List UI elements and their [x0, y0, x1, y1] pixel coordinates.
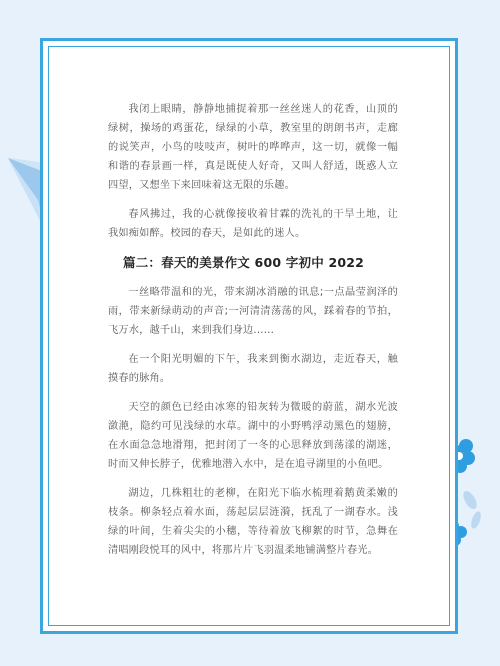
- section-title: 篇二：春天的美景作文 600 字初中 2022: [123, 255, 365, 270]
- article-body: [108, 100, 398, 570]
- paragraph: 一丝略带温和的光，带来湖冰消融的讯息;一点晶莹润泽的雨，带来新绿萌动的声音;一河清清荡荡的风，踩着春的节拍，飞万水，越千山，来到我们身边......: [108, 287, 398, 336]
- leaf-decoration: [461, 489, 483, 530]
- paragraph: 在一个阳光明媚的下午，我来到衡水湖边，走近春天，触摸春的脉角。: [108, 354, 398, 384]
- paragraph: 天空的颜色已经由冰寒的铅灰转为微暖的蔚蓝，湖水光波潋滟，隐约可见浅绿的水草。湖中的小野鸭浮动黑色的翅膀，在水面急急地滑翔，把封闭了一冬的心思释放到荡漾的湖迷，时而又伸长脖子，优雅地潜入水中，是在追寻湖里的小鱼吧。: [108, 402, 398, 470]
- paragraph: 我闭上眼睛，静静地捕捉着那一丝丝迷人的花香，山顶的绿树，操场的鸡蛋花，绿绿的小草，教室里的朗朗书声，走廊的说笑声，小鸟的吱吱声，树叶的哗哗声，这一切，就像一幅和谐的春景画一样，真是既使人好奇，又叫人舒适，既惑人立四望，又想坐下来回味着这无限的乐趣。: [108, 104, 398, 191]
- paragraph: 春风拂过，我的心就像接收着甘霖的洗礼的干旱土地，让我如痴如醉。校园的春天，是如此的迷人。: [108, 209, 398, 239]
- paragraph: 湖边，几株粗壮的老柳，在阳光下临水梳理着鹅黄柔嫩的枝条。柳条轻点着水面，荡起层层涟漪，抚乱了一湖春水。浅绿的叶间，生着尖尖的小穗，等待着放飞柳絮的时节，急舞在清唱刚段悦耳的风中，将那片片飞羽温柔地铺满整片春光。: [108, 488, 398, 556]
